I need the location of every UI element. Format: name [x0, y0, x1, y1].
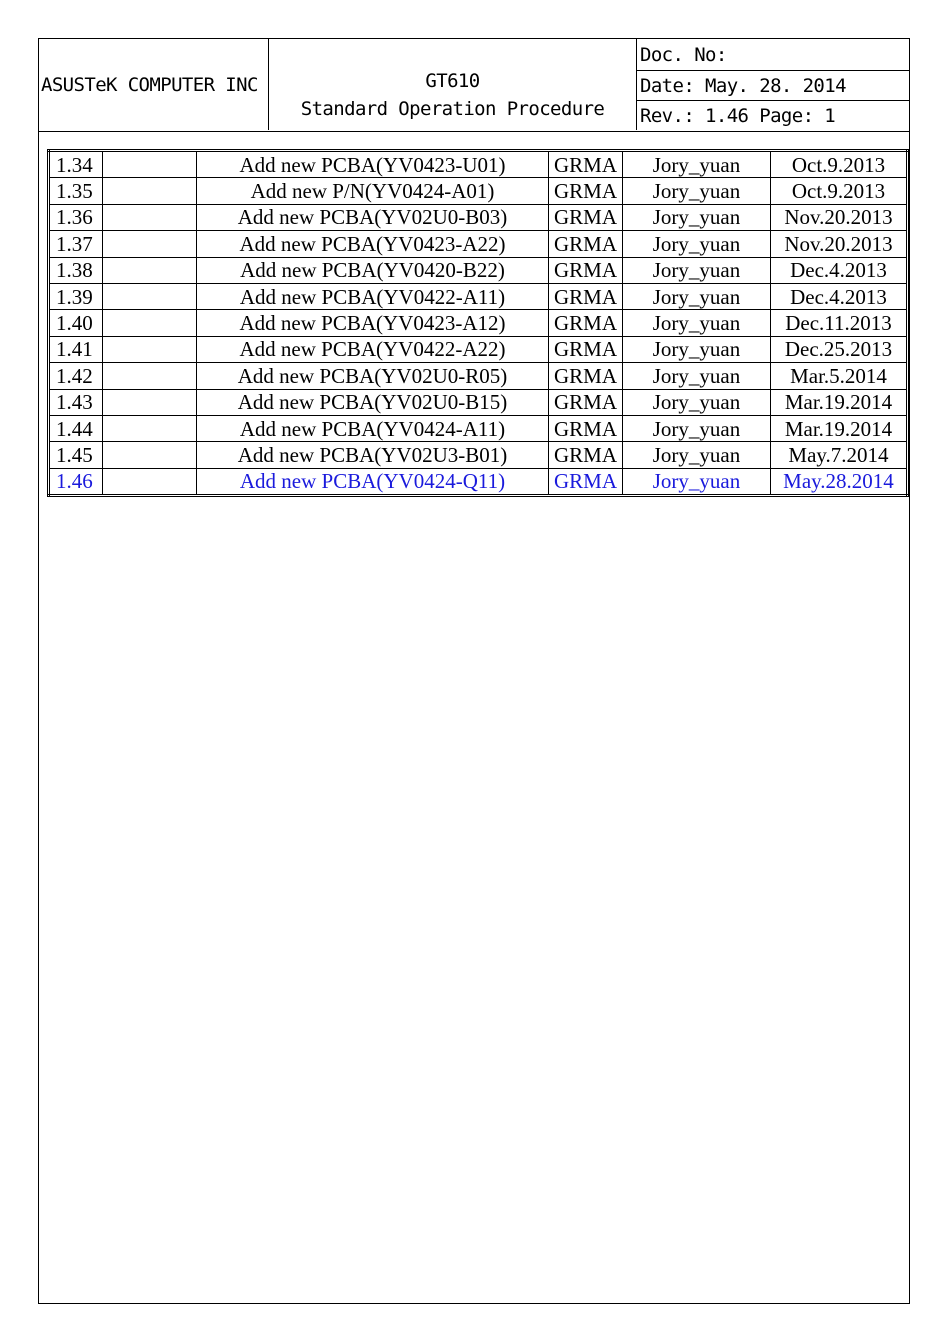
revision-version: 1.38 [49, 257, 103, 283]
revision-version: 1.35 [49, 178, 103, 204]
revision-note [103, 204, 197, 230]
revision-department: GRMA [549, 204, 623, 230]
revision-author: Jory_yuan [623, 363, 771, 389]
revision-date: Dec.4.2013 [771, 283, 908, 309]
revision-row [49, 468, 908, 495]
revision-row [49, 310, 908, 336]
revision-author: Jory_yuan [623, 283, 771, 309]
doc-revision-page: Rev.: 1.46 Page: 1 [637, 100, 909, 130]
revision-note [103, 415, 197, 441]
revision-description: Add new PCBA(YV0423-A22) [197, 231, 549, 257]
revision-date: Dec.4.2013 [771, 257, 908, 283]
doc-number: Doc. No: [640, 43, 727, 66]
revision-description: Add new PCBA(YV0422-A11) [197, 283, 549, 309]
revision-row [49, 442, 908, 468]
revision-date: Nov.20.2013 [771, 204, 908, 230]
revision-version: 1.37 [49, 231, 103, 257]
revision-department: GRMA [549, 178, 623, 204]
model-name: GT610 [425, 70, 480, 92]
revision-description: Add new PCBA(YV0424-A11) [197, 415, 549, 441]
revision-note [103, 178, 197, 204]
revision-date: May.28.2014 [771, 468, 908, 495]
revision-row [49, 257, 908, 283]
revision-department: GRMA [549, 283, 623, 309]
revision-version: 1.41 [49, 336, 103, 362]
revision-department: GRMA [549, 363, 623, 389]
revision-date: Nov.20.2013 [771, 231, 908, 257]
revision-version: 1.46 [49, 468, 103, 495]
doc-date: Date: May. 28. 2014 [637, 70, 909, 100]
revision-department: GRMA [549, 151, 623, 178]
revision-author: Jory_yuan [623, 310, 771, 336]
revision-author: Jory_yuan [623, 389, 771, 415]
revision-note [103, 257, 197, 283]
revision-date: Oct.9.2013 [771, 178, 908, 204]
revision-version: 1.45 [49, 442, 103, 468]
revision-note [103, 363, 197, 389]
document-header [39, 39, 909, 132]
revision-date: May.7.2014 [771, 442, 908, 468]
revision-version: 1.36 [49, 204, 103, 230]
revision-author: Jory_yuan [623, 204, 771, 230]
revision-author: Jory_yuan [623, 178, 771, 204]
revision-version: 1.44 [49, 415, 103, 441]
revision-author: Jory_yuan [623, 151, 771, 178]
revision-description: Add new PCBA(YV0423-U01) [197, 151, 549, 178]
revision-description: Add new PCBA(YV0424-Q11) [197, 468, 549, 495]
revision-rows [49, 151, 908, 496]
revision-row [49, 231, 908, 257]
revision-author: Jory_yuan [623, 415, 771, 441]
revision-date: Oct.9.2013 [771, 151, 908, 178]
revision-department: GRMA [549, 310, 623, 336]
revision-description: Add new PCBA(YV02U0-B03) [197, 204, 549, 230]
revision-row [49, 283, 908, 309]
revision-department: GRMA [549, 442, 623, 468]
revision-version: 1.39 [49, 283, 103, 309]
revision-description: Add new P/N(YV0424-A01) [197, 178, 549, 204]
revision-author: Jory_yuan [623, 231, 771, 257]
revision-author: Jory_yuan [623, 336, 771, 362]
revision-department: GRMA [549, 389, 623, 415]
revision-row [49, 178, 908, 204]
document-subtitle: Standard Operation Procedure [300, 98, 605, 120]
revision-note [103, 231, 197, 257]
revision-author: Jory_yuan [623, 468, 771, 495]
revision-note [103, 283, 197, 309]
revision-note [103, 310, 197, 336]
revision-date: Mar.5.2014 [771, 363, 908, 389]
revision-row [49, 336, 908, 362]
revision-note [103, 151, 197, 178]
revision-row [49, 204, 908, 230]
revision-history-table [47, 149, 909, 497]
revision-note [103, 442, 197, 468]
revision-row [49, 151, 908, 178]
revision-date: Mar.19.2014 [771, 389, 908, 415]
revision-date: Mar.19.2014 [771, 415, 908, 441]
revision-note [103, 468, 197, 495]
revision-version: 1.42 [49, 363, 103, 389]
revision-version: 1.34 [49, 151, 103, 178]
revision-note [103, 389, 197, 415]
revision-description: Add new PCBA(YV02U3-B01) [197, 442, 549, 468]
revision-author: Jory_yuan [623, 442, 771, 468]
revision-department: GRMA [549, 336, 623, 362]
revision-row [49, 363, 908, 389]
document-title-block [269, 39, 637, 130]
revision-description: Add new PCBA(YV02U0-B15) [197, 389, 549, 415]
revision-department: GRMA [549, 257, 623, 283]
revision-department: GRMA [549, 415, 623, 441]
revision-note [103, 336, 197, 362]
document-meta [637, 39, 909, 130]
revision-row [49, 389, 908, 415]
page-frame [38, 38, 910, 1304]
revision-department: GRMA [549, 231, 623, 257]
revision-date: Dec.25.2013 [771, 336, 908, 362]
revision-author: Jory_yuan [623, 257, 771, 283]
revision-date: Dec.11.2013 [771, 310, 908, 336]
revision-row [49, 415, 908, 441]
revision-description: Add new PCBA(YV0422-A22) [197, 336, 549, 362]
revision-description: Add new PCBA(YV0420-B22) [197, 257, 549, 283]
revision-description: Add new PCBA(YV0423-A12) [197, 310, 549, 336]
revision-description: Add new PCBA(YV02U0-R05) [197, 363, 549, 389]
company-name: ASUSTeK COMPUTER INC [39, 39, 269, 130]
revision-version: 1.40 [49, 310, 103, 336]
revision-department: GRMA [549, 468, 623, 495]
revision-version: 1.43 [49, 389, 103, 415]
